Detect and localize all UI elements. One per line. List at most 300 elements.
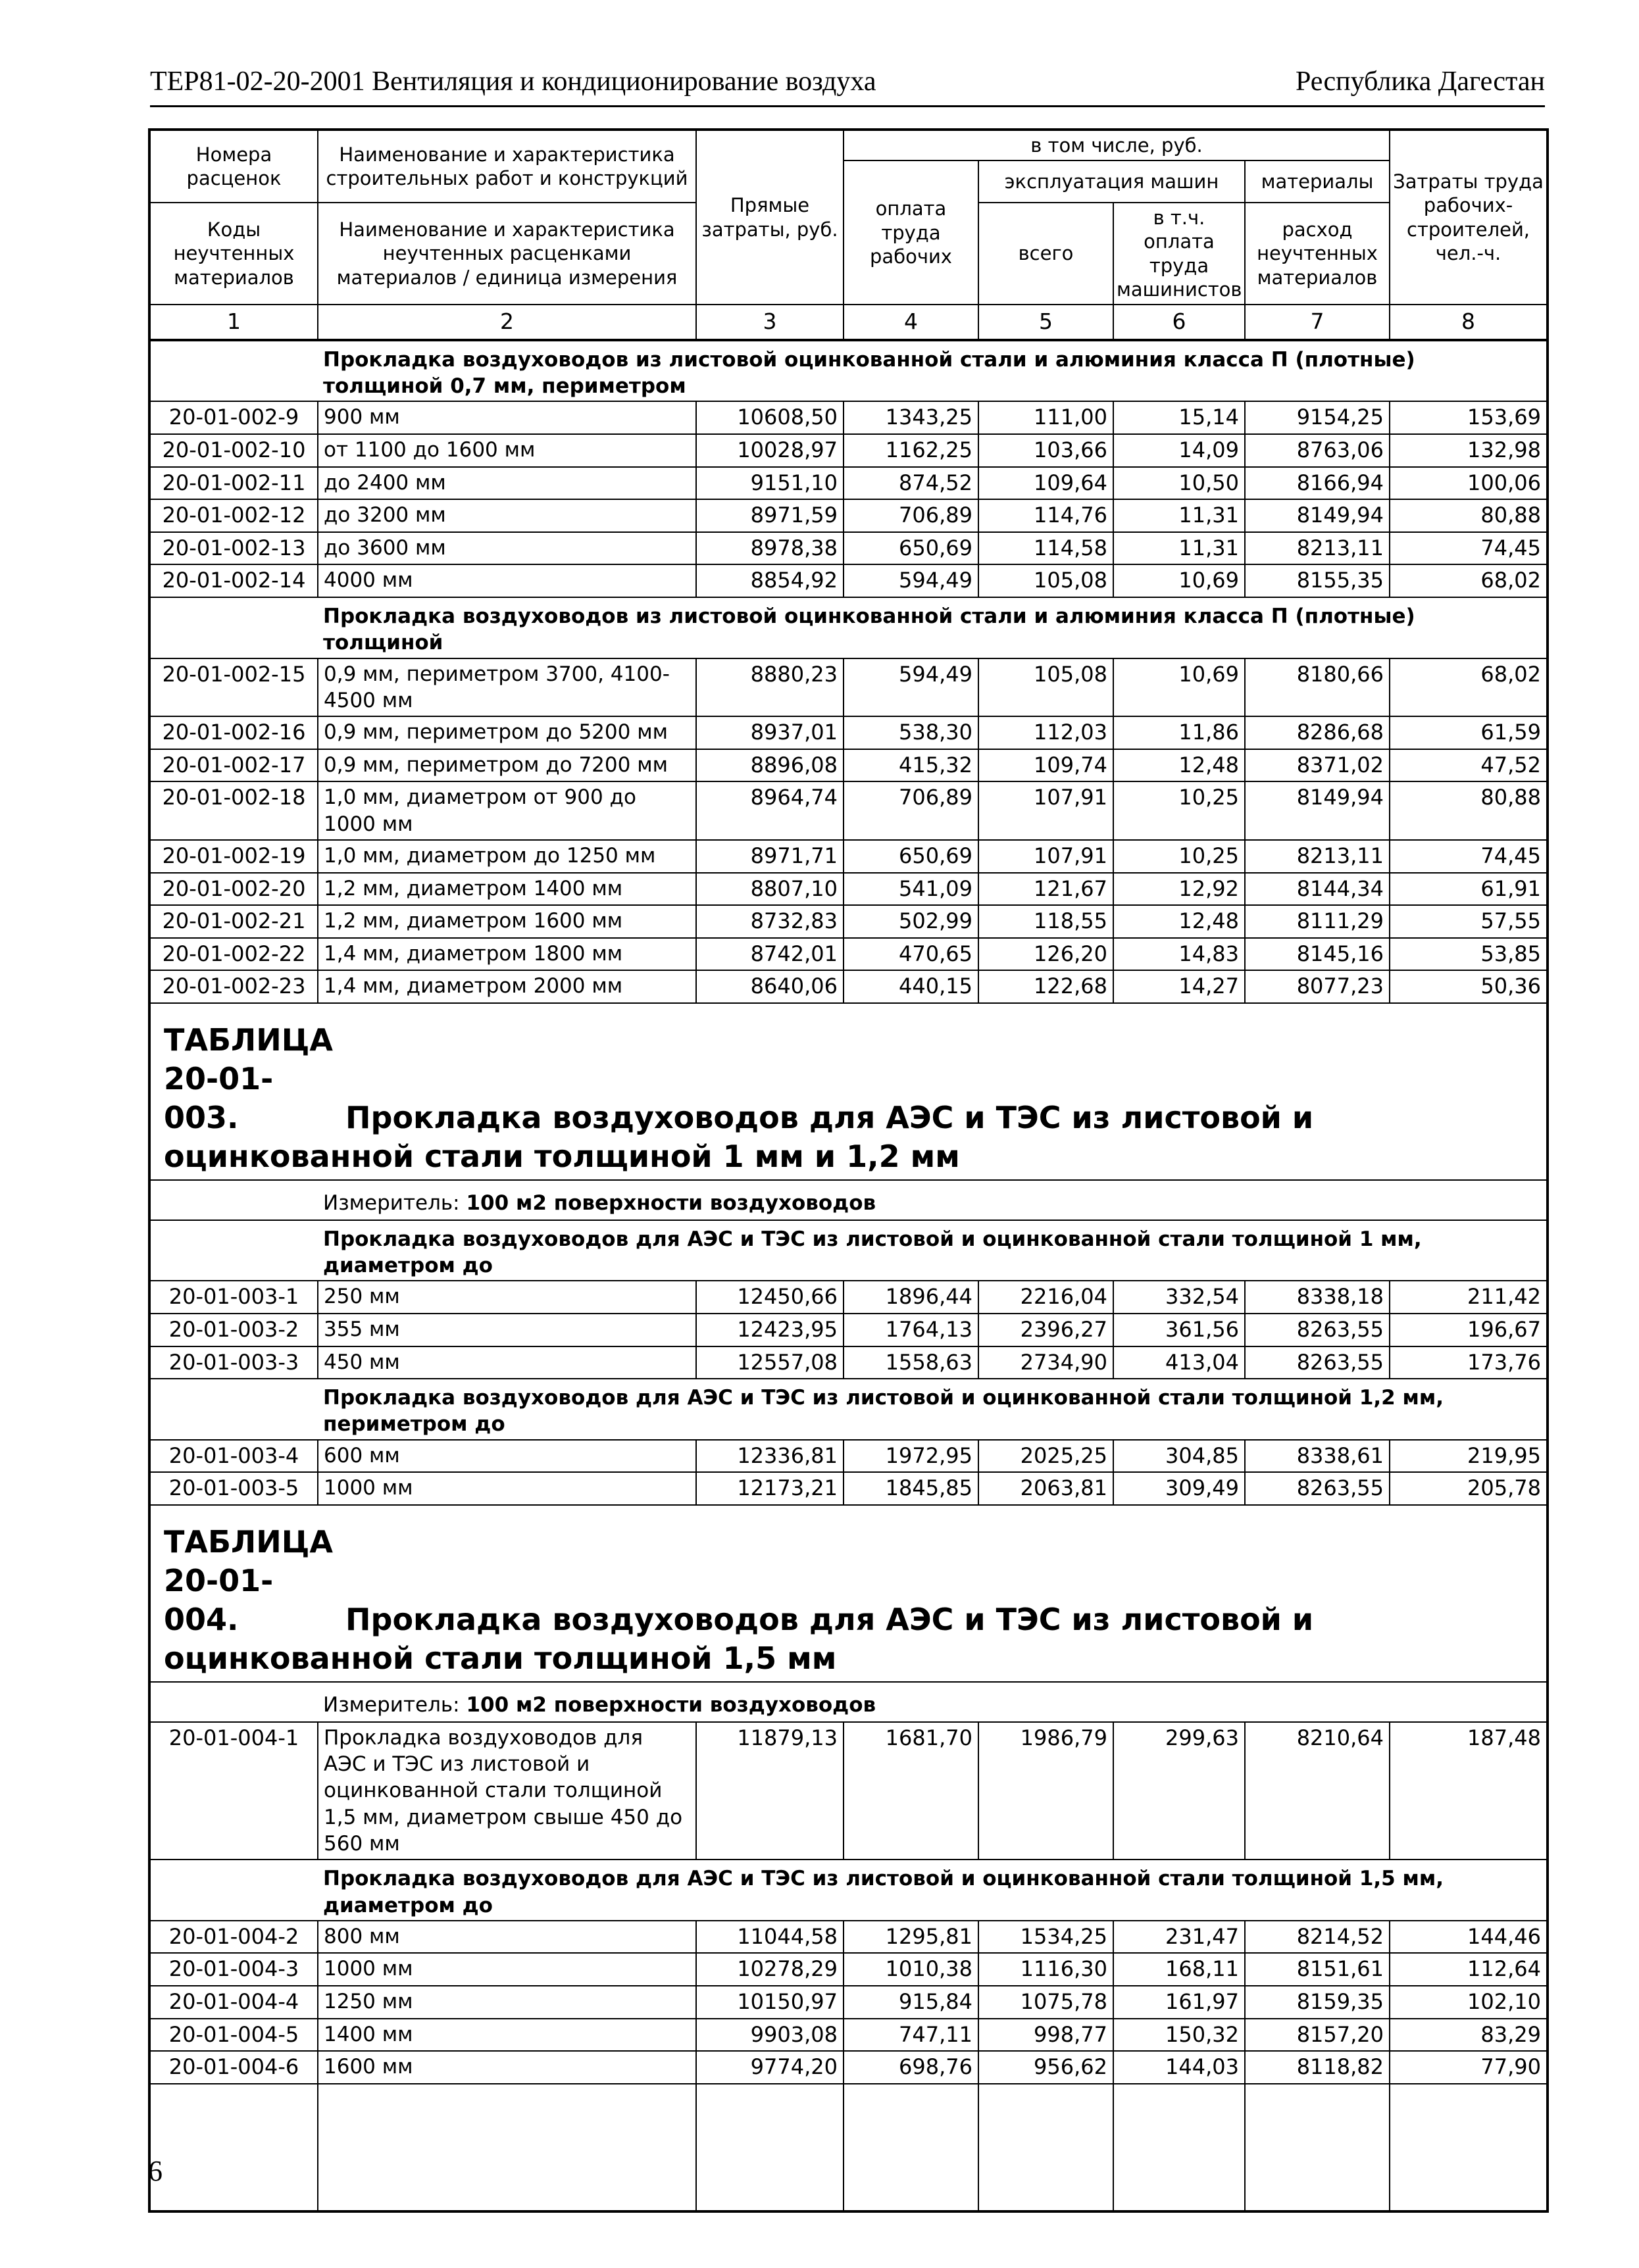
material-cost: 8118,82 [1245, 2051, 1390, 2084]
table-number: ТАБЛИЦА 20-01-004. [164, 1523, 334, 1637]
material-cost: 9154,25 [1245, 401, 1390, 434]
col-head-machines-total: всего [978, 203, 1113, 305]
machine-cost: 103,66 [978, 434, 1113, 467]
direct-cost: 8742,01 [696, 938, 844, 971]
wage-cost: 1295,81 [844, 1921, 978, 1954]
material-cost: 8151,61 [1245, 1953, 1390, 1986]
machine-cost: 2063,81 [978, 1472, 1113, 1505]
rate-code: 20-01-003-1 [149, 1281, 318, 1314]
machine-cost: 1075,78 [978, 1986, 1113, 2019]
machine-cost: 1534,25 [978, 1921, 1113, 1954]
rate-code: 20-01-004-4 [149, 1986, 318, 2019]
machinist-wage: 299,63 [1113, 1722, 1245, 1860]
machinist-wage: 10,25 [1113, 840, 1245, 873]
labor-hours: 219,95 [1390, 1440, 1548, 1473]
labor-hours: 80,88 [1390, 499, 1548, 532]
col-head-machines: эксплуатация машин [978, 160, 1245, 203]
rate-code: 20-01-004-1 [149, 1722, 318, 1860]
machine-cost: 111,00 [978, 401, 1113, 434]
table-title-row [149, 1505, 1548, 1683]
rate-code: 20-01-002-20 [149, 873, 318, 906]
table-row [149, 938, 1548, 971]
labor-hours: 211,42 [1390, 1281, 1548, 1314]
machinist-wage: 12,48 [1113, 749, 1245, 782]
empty-cell [318, 2084, 696, 2211]
measure-value: 100 м2 поверхности воздуховодов [466, 1191, 876, 1216]
wage-cost: 594,49 [844, 658, 978, 717]
work-name: 1,2 мм, диаметром 1600 мм [318, 905, 696, 938]
table-title [149, 1505, 1548, 1683]
labor-hours: 77,90 [1390, 2051, 1548, 2084]
section-heading-row [149, 1220, 1548, 1281]
material-cost: 8159,35 [1245, 1986, 1390, 2019]
machine-cost: 114,58 [978, 532, 1113, 565]
col-head-materials-sub: расход неучтенных материалов [1245, 203, 1390, 305]
direct-cost: 8640,06 [696, 970, 844, 1003]
material-cost: 8763,06 [1245, 434, 1390, 467]
material-cost: 8214,52 [1245, 1921, 1390, 1954]
header-rule [150, 105, 1545, 107]
machine-cost: 109,74 [978, 749, 1113, 782]
empty-cell [1390, 2084, 1548, 2211]
rate-code: 20-01-003-3 [149, 1346, 318, 1379]
material-cost: 8157,20 [1245, 2019, 1390, 2052]
table-row [149, 2019, 1548, 2052]
material-cost: 8077,23 [1245, 970, 1390, 1003]
rate-code: 20-01-002-23 [149, 970, 318, 1003]
material-cost: 8145,16 [1245, 938, 1390, 971]
col-head-labor: Затраты труда рабочих-строителей, чел.-ч. [1390, 130, 1548, 305]
machine-cost: 107,91 [978, 781, 1113, 840]
machinist-wage: 10,25 [1113, 781, 1245, 840]
measure-label: Измеритель: [323, 1191, 460, 1216]
labor-hours: 61,59 [1390, 716, 1548, 749]
running-header [150, 66, 1545, 97]
work-name: от 1100 до 1600 мм [318, 434, 696, 467]
empty-row [149, 2084, 1548, 2211]
rate-code: 20-01-002-22 [149, 938, 318, 971]
measure-label: Измеритель: [323, 1693, 460, 1717]
material-cost: 8213,11 [1245, 840, 1390, 873]
col-head-name: Наименование и характеристика строительных работ и конструкций [318, 130, 696, 203]
wage-cost: 1764,13 [844, 1314, 978, 1346]
labor-hours: 47,52 [1390, 749, 1548, 782]
measure-row [149, 1682, 1548, 1721]
col-number: 5 [978, 305, 1113, 340]
col-number: 7 [1245, 305, 1390, 340]
wage-cost: 874,52 [844, 467, 978, 500]
work-name: 0,9 мм, периметром до 7200 мм [318, 749, 696, 782]
direct-cost: 8880,23 [696, 658, 844, 717]
col-number: 1 [149, 305, 318, 340]
direct-cost: 8854,92 [696, 564, 844, 597]
wage-cost: 650,69 [844, 840, 978, 873]
rate-code: 20-01-002-9 [149, 401, 318, 434]
table-row [149, 434, 1548, 467]
machinist-wage: 11,31 [1113, 532, 1245, 565]
work-name: 355 мм [318, 1314, 696, 1346]
work-name: 1,0 мм, диаметром до 1250 мм [318, 840, 696, 873]
labor-hours: 80,88 [1390, 781, 1548, 840]
table-row [149, 532, 1548, 565]
rate-code: 20-01-004-5 [149, 2019, 318, 2052]
direct-cost: 10150,97 [696, 1986, 844, 2019]
rate-code: 20-01-002-10 [149, 434, 318, 467]
labor-hours: 102,10 [1390, 1986, 1548, 2019]
table-number: ТАБЛИЦА 20-01-003. [164, 1022, 334, 1135]
measure-row [149, 1180, 1548, 1220]
machine-cost: 998,77 [978, 2019, 1113, 2052]
wage-cost: 440,15 [844, 970, 978, 1003]
machinist-wage: 309,49 [1113, 1472, 1245, 1505]
direct-cost: 8978,38 [696, 532, 844, 565]
empty-cell [1113, 2084, 1245, 2211]
labor-hours: 173,76 [1390, 1346, 1548, 1379]
machine-cost: 118,55 [978, 905, 1113, 938]
machine-cost: 112,03 [978, 716, 1113, 749]
section-heading-spacer [149, 1860, 318, 1921]
table-row [149, 1440, 1548, 1473]
direct-cost: 12423,95 [696, 1314, 844, 1346]
table-row [149, 1346, 1548, 1379]
work-name: 800 мм [318, 1921, 696, 1954]
material-cost: 8371,02 [1245, 749, 1390, 782]
wage-cost: 1558,63 [844, 1346, 978, 1379]
work-name: 1250 мм [318, 1986, 696, 2019]
direct-cost: 12557,08 [696, 1346, 844, 1379]
direct-cost: 9774,20 [696, 2051, 844, 2084]
measure [318, 1682, 1548, 1721]
wage-cost: 1343,25 [844, 401, 978, 434]
measure-value: 100 м2 поверхности воздуховодов [466, 1693, 876, 1717]
wage-cost: 594,49 [844, 564, 978, 597]
material-cost: 8263,55 [1245, 1314, 1390, 1346]
table-row [149, 1722, 1548, 1860]
machinist-wage: 10,69 [1113, 564, 1245, 597]
wage-cost: 747,11 [844, 2019, 978, 2052]
col-head-wages: оплата труда рабочих [844, 160, 978, 305]
machinist-wage: 304,85 [1113, 1440, 1245, 1473]
work-name: 1,0 мм, диаметром от 900 до 1000 мм [318, 781, 696, 840]
page-number: 6 [148, 2155, 163, 2187]
machine-cost: 105,08 [978, 658, 1113, 717]
machine-cost: 1116,30 [978, 1953, 1113, 1986]
wage-cost: 706,89 [844, 499, 978, 532]
col-number: 3 [696, 305, 844, 340]
material-cost: 8111,29 [1245, 905, 1390, 938]
machinist-wage: 14,83 [1113, 938, 1245, 971]
col-head-direct: Прямые затраты, руб. [696, 130, 844, 305]
machinist-wage: 144,03 [1113, 2051, 1245, 2084]
table-row [149, 1314, 1548, 1346]
empty-cell [149, 2084, 318, 2211]
material-cost: 8213,11 [1245, 532, 1390, 565]
machinist-wage: 12,48 [1113, 905, 1245, 938]
labor-hours: 205,78 [1390, 1472, 1548, 1505]
table-row [149, 1472, 1548, 1505]
labor-hours: 53,85 [1390, 938, 1548, 971]
wage-cost: 1681,70 [844, 1722, 978, 1860]
direct-cost: 8896,08 [696, 749, 844, 782]
machinist-wage: 11,86 [1113, 716, 1245, 749]
labor-hours: 132,98 [1390, 434, 1548, 467]
table-row [149, 1281, 1548, 1314]
measure-spacer [149, 1180, 318, 1220]
section-heading: Прокладка воздуховодов для АЭС и ТЭС из листовой и оцинкованной стали толщиной 1,2 мм, периметром до [318, 1379, 1548, 1440]
section-heading-row [149, 597, 1548, 658]
work-name: 600 мм [318, 1440, 696, 1473]
machine-cost: 105,08 [978, 564, 1113, 597]
machinist-wage: 11,31 [1113, 499, 1245, 532]
table-title-row [149, 1003, 1548, 1181]
wage-cost: 706,89 [844, 781, 978, 840]
table-title [149, 1003, 1548, 1181]
direct-cost: 8971,71 [696, 840, 844, 873]
section-heading: Прокладка воздуховодов из листовой оцинкованной стали и алюминия класса П (плотные) толщиной 0,7 мм, периметром [318, 340, 1548, 402]
work-name: 0,9 мм, периметром до 5200 мм [318, 716, 696, 749]
col-number: 2 [318, 305, 696, 340]
work-name: 250 мм [318, 1281, 696, 1314]
material-cost: 8286,68 [1245, 716, 1390, 749]
direct-cost: 8937,01 [696, 716, 844, 749]
machinist-wage: 12,92 [1113, 873, 1245, 906]
work-name: 4000 мм [318, 564, 696, 597]
material-cost: 8180,66 [1245, 658, 1390, 717]
labor-hours: 74,45 [1390, 840, 1548, 873]
material-cost: 8155,35 [1245, 564, 1390, 597]
machinist-wage: 14,27 [1113, 970, 1245, 1003]
wage-cost: 1845,85 [844, 1472, 978, 1505]
section-heading-spacer [149, 1220, 318, 1281]
labor-hours: 61,91 [1390, 873, 1548, 906]
rate-code: 20-01-003-4 [149, 1440, 318, 1473]
machinist-wage: 15,14 [1113, 401, 1245, 434]
work-name: 900 мм [318, 401, 696, 434]
table-row [149, 467, 1548, 500]
labor-hours: 68,02 [1390, 658, 1548, 717]
material-cost: 8338,61 [1245, 1440, 1390, 1473]
machinist-wage: 332,54 [1113, 1281, 1245, 1314]
header-region: Республика Дагестан [1295, 66, 1545, 97]
header-title: ТЕР81-02-20-2001 Вентиляция и кондиционирование воздуха [150, 66, 876, 97]
rate-code: 20-01-004-6 [149, 2051, 318, 2084]
direct-cost: 12173,21 [696, 1472, 844, 1505]
rate-code: 20-01-002-17 [149, 749, 318, 782]
material-cost: 8144,34 [1245, 873, 1390, 906]
direct-cost: 8732,83 [696, 905, 844, 938]
rate-code: 20-01-002-15 [149, 658, 318, 717]
empty-cell [1245, 2084, 1390, 2211]
machine-cost: 2734,90 [978, 1346, 1113, 1379]
wage-cost: 1010,38 [844, 1953, 978, 1986]
empty-cell [844, 2084, 978, 2211]
labor-hours: 74,45 [1390, 532, 1548, 565]
table-row [149, 1986, 1548, 2019]
rate-code: 20-01-004-3 [149, 1953, 318, 1986]
material-cost: 8166,94 [1245, 467, 1390, 500]
machinist-wage: 14,09 [1113, 434, 1245, 467]
machinist-wage: 10,50 [1113, 467, 1245, 500]
machinist-wage: 413,04 [1113, 1346, 1245, 1379]
material-cost: 8149,94 [1245, 781, 1390, 840]
col-number: 4 [844, 305, 978, 340]
table-caption: Прокладка воздуховодов для АЭС и ТЭС из листовой и оцинкованной стали толщиной 1 мм и 1,2 мм [164, 1099, 1314, 1174]
work-name: до 2400 мм [318, 467, 696, 500]
section-heading-row [149, 1379, 1548, 1440]
section-heading-row [149, 1860, 1548, 1921]
col-head-mat-codes: Коды неучтенных материалов [149, 203, 318, 305]
machine-cost: 2025,25 [978, 1440, 1113, 1473]
material-cost: 8263,55 [1245, 1472, 1390, 1505]
col-number: 8 [1390, 305, 1548, 340]
direct-cost: 12450,66 [696, 1281, 844, 1314]
table-row [149, 564, 1548, 597]
direct-cost: 10278,29 [696, 1953, 844, 1986]
work-name: до 3200 мм [318, 499, 696, 532]
labor-hours: 112,64 [1390, 1953, 1548, 1986]
material-cost: 8149,94 [1245, 499, 1390, 532]
machinist-wage: 150,32 [1113, 2019, 1245, 2052]
col-head-machines-wages: в т.ч. оплата труда машинистов [1113, 203, 1245, 305]
table-row [149, 716, 1548, 749]
rate-code: 20-01-002-16 [149, 716, 318, 749]
measure [318, 1180, 1548, 1220]
table-caption: Прокладка воздуховодов для АЭС и ТЭС из листовой и оцинкованной стали толщиной 1,5 мм [164, 1601, 1314, 1676]
direct-cost: 10608,50 [696, 401, 844, 434]
section-heading-row [149, 340, 1548, 402]
section-heading-spacer [149, 1379, 318, 1440]
measure-spacer [149, 1682, 318, 1721]
table-row [149, 749, 1548, 782]
machine-cost: 109,64 [978, 467, 1113, 500]
empty-cell [978, 2084, 1113, 2211]
work-name: 0,9 мм, периметром 3700, 4100-4500 мм [318, 658, 696, 717]
labor-hours: 196,67 [1390, 1314, 1548, 1346]
rate-code: 20-01-002-18 [149, 781, 318, 840]
section-heading-spacer [149, 597, 318, 658]
machinist-wage: 10,69 [1113, 658, 1245, 717]
work-name: 1000 мм [318, 1472, 696, 1505]
table-row [149, 970, 1548, 1003]
wage-cost: 915,84 [844, 1986, 978, 2019]
table-row [149, 873, 1548, 906]
machinist-wage: 168,11 [1113, 1953, 1245, 1986]
machine-cost: 126,20 [978, 938, 1113, 971]
rate-code: 20-01-002-14 [149, 564, 318, 597]
table-row [149, 2051, 1548, 2084]
direct-cost: 11879,13 [696, 1722, 844, 1860]
machinist-wage: 361,56 [1113, 1314, 1245, 1346]
rate-code: 20-01-002-21 [149, 905, 318, 938]
rate-code: 20-01-003-2 [149, 1314, 318, 1346]
wage-cost: 1972,95 [844, 1440, 978, 1473]
table-row [149, 1953, 1548, 1986]
machine-cost: 114,76 [978, 499, 1113, 532]
machine-cost: 107,91 [978, 840, 1113, 873]
work-name: 1,4 мм, диаметром 1800 мм [318, 938, 696, 971]
labor-hours: 83,29 [1390, 2019, 1548, 2052]
col-head-incl: в том числе, руб. [844, 130, 1390, 160]
col-number: 6 [1113, 305, 1245, 340]
work-name: Прокладка воздуховодов для АЭС и ТЭС из листовой и оцинкованной стали толщиной 1,5 мм, диаметром свыше 450 до 560 мм [318, 1722, 696, 1860]
material-cost: 8210,64 [1245, 1722, 1390, 1860]
machine-cost: 2396,27 [978, 1314, 1113, 1346]
section-heading: Прокладка воздуховодов для АЭС и ТЭС из листовой и оцинкованной стали толщиной 1,5 мм, диаметром до [318, 1860, 1548, 1921]
labor-hours: 100,06 [1390, 467, 1548, 500]
direct-cost: 11044,58 [696, 1921, 844, 1954]
direct-cost: 8971,59 [696, 499, 844, 532]
direct-cost: 9903,08 [696, 2019, 844, 2052]
wage-cost: 502,99 [844, 905, 978, 938]
direct-cost: 12336,81 [696, 1440, 844, 1473]
work-name: до 3600 мм [318, 532, 696, 565]
rate-code: 20-01-002-13 [149, 532, 318, 565]
col-head-mat-name: Наименование и характеристика неучтенных расценками материалов / единица измерения [318, 203, 696, 305]
rates-table [148, 128, 1549, 2213]
col-head-materials: материалы [1245, 160, 1390, 203]
wage-cost: 541,09 [844, 873, 978, 906]
wage-cost: 1896,44 [844, 1281, 978, 1314]
wage-cost: 1162,25 [844, 434, 978, 467]
work-name: 1400 мм [318, 2019, 696, 2052]
labor-hours: 187,48 [1390, 1722, 1548, 1860]
work-name: 1000 мм [318, 1953, 696, 1986]
machine-cost: 121,67 [978, 873, 1113, 906]
material-cost: 8338,18 [1245, 1281, 1390, 1314]
machine-cost: 122,68 [978, 970, 1113, 1003]
work-name: 450 мм [318, 1346, 696, 1379]
rate-code: 20-01-004-2 [149, 1921, 318, 1954]
labor-hours: 57,55 [1390, 905, 1548, 938]
wage-cost: 538,30 [844, 716, 978, 749]
wage-cost: 650,69 [844, 532, 978, 565]
labor-hours: 68,02 [1390, 564, 1548, 597]
machine-cost: 1986,79 [978, 1722, 1113, 1860]
direct-cost: 8964,74 [696, 781, 844, 840]
rate-code: 20-01-002-11 [149, 467, 318, 500]
section-heading-spacer [149, 340, 318, 402]
table-row [149, 905, 1548, 938]
table-row [149, 840, 1548, 873]
table-row [149, 1921, 1548, 1954]
table-row [149, 499, 1548, 532]
direct-cost: 10028,97 [696, 434, 844, 467]
section-heading: Прокладка воздуховодов для АЭС и ТЭС из листовой и оцинкованной стали толщиной 1 мм, диаметром до [318, 1220, 1548, 1281]
direct-cost: 8807,10 [696, 873, 844, 906]
wage-cost: 698,76 [844, 2051, 978, 2084]
work-name: 1,4 мм, диаметром 2000 мм [318, 970, 696, 1003]
labor-hours: 50,36 [1390, 970, 1548, 1003]
rate-code: 20-01-003-5 [149, 1472, 318, 1505]
rate-code: 20-01-002-19 [149, 840, 318, 873]
machinist-wage: 161,97 [1113, 1986, 1245, 2019]
section-heading: Прокладка воздуховодов из листовой оцинкованной стали и алюминия класса П (плотные) толщиной [318, 597, 1548, 658]
labor-hours: 144,46 [1390, 1921, 1548, 1954]
machine-cost: 2216,04 [978, 1281, 1113, 1314]
empty-cell [696, 2084, 844, 2211]
wage-cost: 415,32 [844, 749, 978, 782]
labor-hours: 153,69 [1390, 401, 1548, 434]
work-name: 1600 мм [318, 2051, 696, 2084]
table-row [149, 401, 1548, 434]
work-name: 1,2 мм, диаметром 1400 мм [318, 873, 696, 906]
machine-cost: 956,62 [978, 2051, 1113, 2084]
direct-cost: 9151,10 [696, 467, 844, 500]
wage-cost: 470,65 [844, 938, 978, 971]
rate-code: 20-01-002-12 [149, 499, 318, 532]
material-cost: 8263,55 [1245, 1346, 1390, 1379]
machinist-wage: 231,47 [1113, 1921, 1245, 1954]
